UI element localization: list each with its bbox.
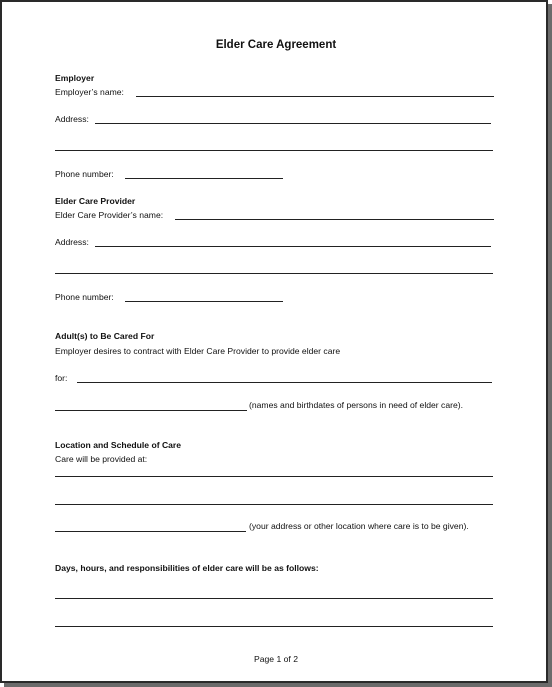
employer-name-label: Employer’s name: — [55, 87, 124, 97]
adults-for-field[interactable] — [77, 372, 492, 383]
location-field-1[interactable] — [55, 466, 493, 477]
provider-phone-field[interactable] — [125, 291, 283, 302]
employer-address-field-1[interactable] — [95, 113, 491, 124]
adults-intro-text: Employer desires to contract with Elder Care Provider to provide elder care — [55, 346, 341, 356]
adults-names-field[interactable] — [55, 400, 247, 411]
location-field-2[interactable] — [55, 494, 493, 505]
document-title: Elder Care Agreement — [215, 39, 337, 51]
employer-address-label: Address: — [55, 114, 89, 124]
provider-address-label: Address: — [55, 237, 89, 247]
location-heading: Location and Schedule of Care — [55, 440, 182, 450]
employer-heading: Employer — [55, 73, 95, 83]
provider-heading: Elder Care Provider — [55, 196, 136, 206]
page-shadow-bottom — [4, 683, 552, 687]
employer-name-field[interactable] — [136, 86, 494, 97]
provider-address-field-2[interactable] — [55, 263, 493, 274]
location-address-note: (your address or other location where care is to be given). — [249, 521, 469, 531]
employer-phone-field[interactable] — [125, 168, 283, 179]
provider-name-field[interactable] — [175, 209, 494, 220]
page-shadow-right — [548, 4, 552, 687]
employer-address-field-2[interactable] — [55, 140, 493, 151]
location-address-field[interactable] — [55, 521, 246, 532]
location-intro-text: Care will be provided at: — [55, 454, 148, 464]
schedule-field-1[interactable] — [55, 588, 493, 599]
provider-name-label: Elder Care Provider’s name: — [55, 210, 164, 220]
adults-names-note: (names and birthdates of persons in need of elder care). — [249, 400, 464, 410]
adults-for-label: for: — [55, 373, 68, 383]
provider-phone-label: Phone number: — [55, 292, 114, 302]
adults-heading: Adult(s) to Be Cared For — [55, 331, 155, 341]
schedule-field-2[interactable] — [55, 616, 493, 627]
employer-phone-label: Phone number: — [55, 169, 114, 179]
schedule-heading: Days, hours, and responsibilities of elder care will be as follows: — [55, 563, 319, 573]
page-number: Page 1 of 2 — [254, 654, 298, 664]
provider-address-field-1[interactable] — [95, 236, 491, 247]
